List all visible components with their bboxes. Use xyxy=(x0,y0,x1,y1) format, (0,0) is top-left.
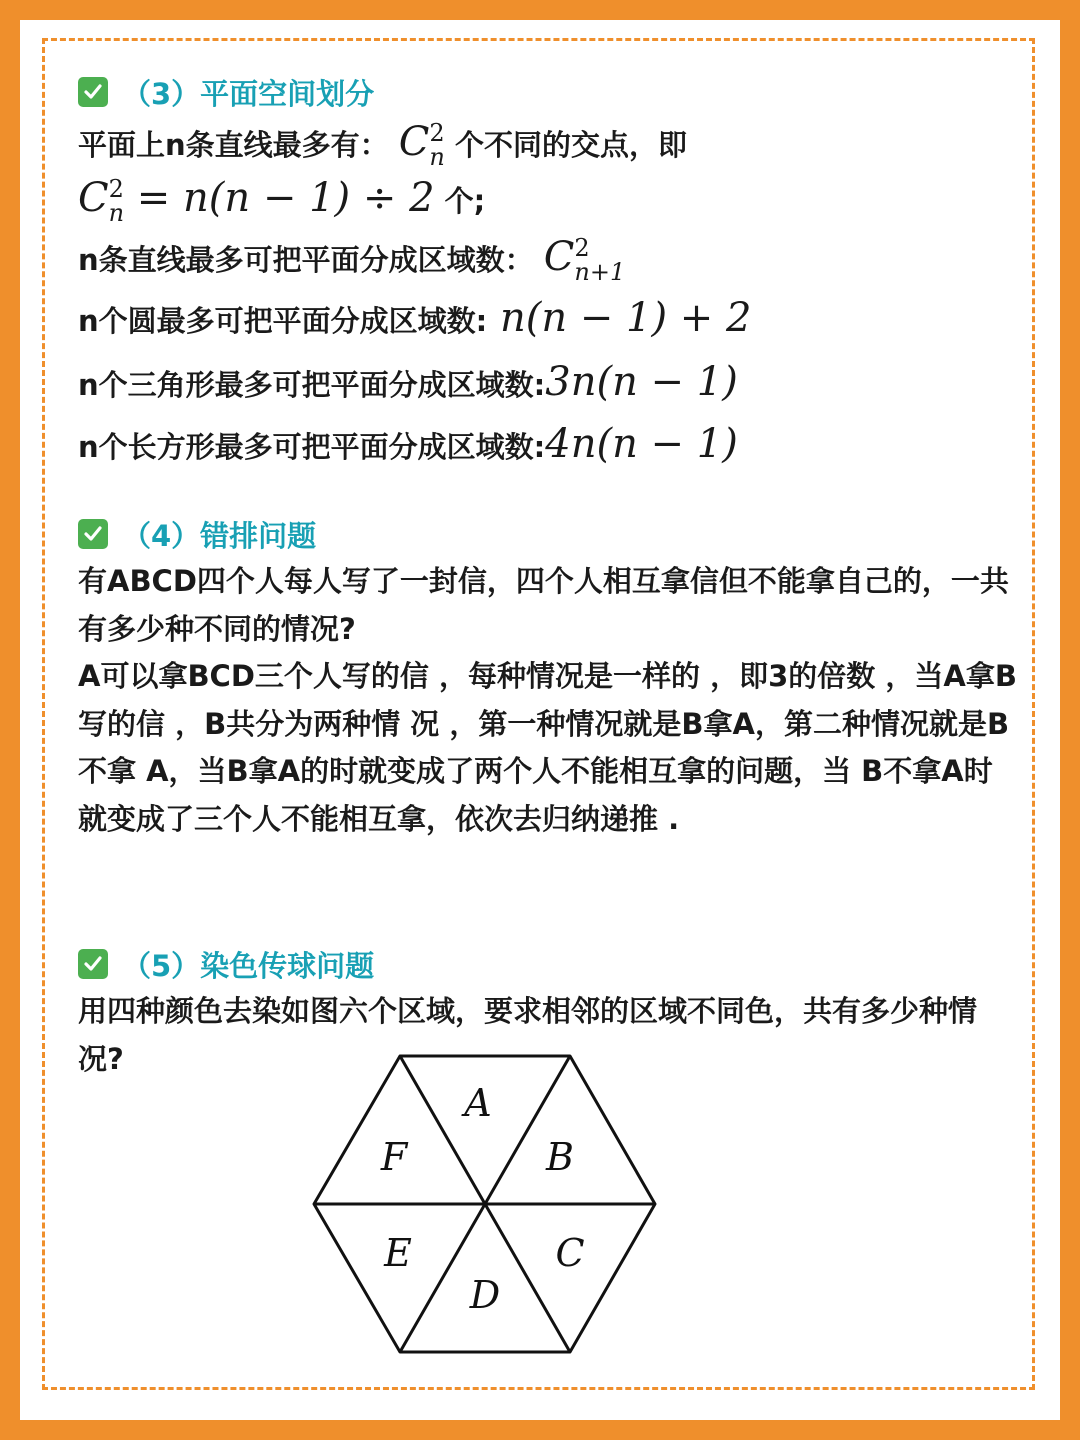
math-formula xyxy=(78,175,435,227)
text-line-rectangles-regions xyxy=(78,414,1018,474)
content-card xyxy=(20,20,1060,1420)
math-expression: = n(n − 1) ÷ 2 xyxy=(124,175,435,221)
line-text: 个; xyxy=(444,184,486,218)
subscript: n xyxy=(429,143,445,171)
line-text: n个三角形最多可把平面分成区域数: xyxy=(78,368,546,402)
script-stack xyxy=(429,121,444,169)
line-text: n个长方形最多可把平面分成区域数: xyxy=(78,430,546,464)
hexagon-diagram xyxy=(310,1052,660,1362)
math-formula xyxy=(398,119,445,171)
check-box-icon xyxy=(78,77,108,107)
math-expression: 4n(n − 1) xyxy=(545,421,738,467)
section-heading xyxy=(78,510,1018,558)
paragraph-question: 用四种颜色去染如图六个区域，要求相邻的区域不同色，共有多少种情况? xyxy=(78,994,978,1076)
region-label-e: E xyxy=(384,1231,412,1275)
line-text: n个圆最多可把平面分成区域数: xyxy=(78,304,488,338)
superscript: 2 xyxy=(574,234,590,262)
region-label-c: C xyxy=(555,1231,585,1275)
section-heading xyxy=(78,940,1018,988)
line-text: 个不同的交点，即 xyxy=(454,128,687,162)
subscript: n xyxy=(108,199,125,227)
math-symbol: C xyxy=(398,119,430,165)
heading-text: （3）平面空间划分 xyxy=(122,76,375,111)
heading-text: （5）染色传球问题 xyxy=(122,948,375,983)
paragraph-question: 有ABCD四个人每人写了一封信，四个人相互拿信但不能拿自己的，一共有多少种不同的情况? xyxy=(78,564,1009,646)
heading-text: （4）错排问题 xyxy=(122,518,317,553)
math-expression: 3n(n − 1) xyxy=(545,359,738,405)
text-line-triangles-regions xyxy=(78,350,1018,414)
text-line-formula xyxy=(78,168,1018,228)
section-heading xyxy=(78,68,1018,116)
region-label-b: B xyxy=(546,1135,574,1179)
paragraph-explanation: A可以拿BCD三个人写的信 ，每种情况是一样的 ，即3的倍数 ，当A拿B写的信 ，B共分为两种情 况 ，第一种情况就是B拿A，第二种情况就是B不拿 A，当B拿A的时就变成了两个人不能相互拿的问题，当 B不拿A时就变成了三个人不能相互拿，依次去归纳递推 . xyxy=(78,659,1017,836)
line-text: n条直线最多可把平面分成区域数： xyxy=(78,243,534,277)
section-derangement xyxy=(78,510,1018,843)
region-label-d: D xyxy=(469,1273,501,1317)
math-expression: n(n − 1) + 2 xyxy=(487,295,752,341)
math-formula xyxy=(543,234,626,286)
subscript: n+1 xyxy=(574,258,626,286)
region-label-f: F xyxy=(380,1135,408,1179)
script-stack xyxy=(574,236,625,284)
math-symbol: C xyxy=(78,175,109,221)
text-line-lines-regions xyxy=(78,228,1018,286)
text-line-intersections xyxy=(78,116,1018,171)
superscript: 2 xyxy=(108,175,124,203)
superscript: 2 xyxy=(429,119,445,147)
region-label-a: A xyxy=(464,1081,492,1125)
line-text: 平面上n条直线最多有： xyxy=(78,128,389,162)
check-box-icon xyxy=(78,519,108,549)
section-plane-division xyxy=(78,68,1018,474)
math-symbol: C xyxy=(543,234,575,280)
script-stack xyxy=(109,177,124,225)
text-line-circles-regions xyxy=(78,286,1018,350)
check-box-icon xyxy=(78,949,108,979)
